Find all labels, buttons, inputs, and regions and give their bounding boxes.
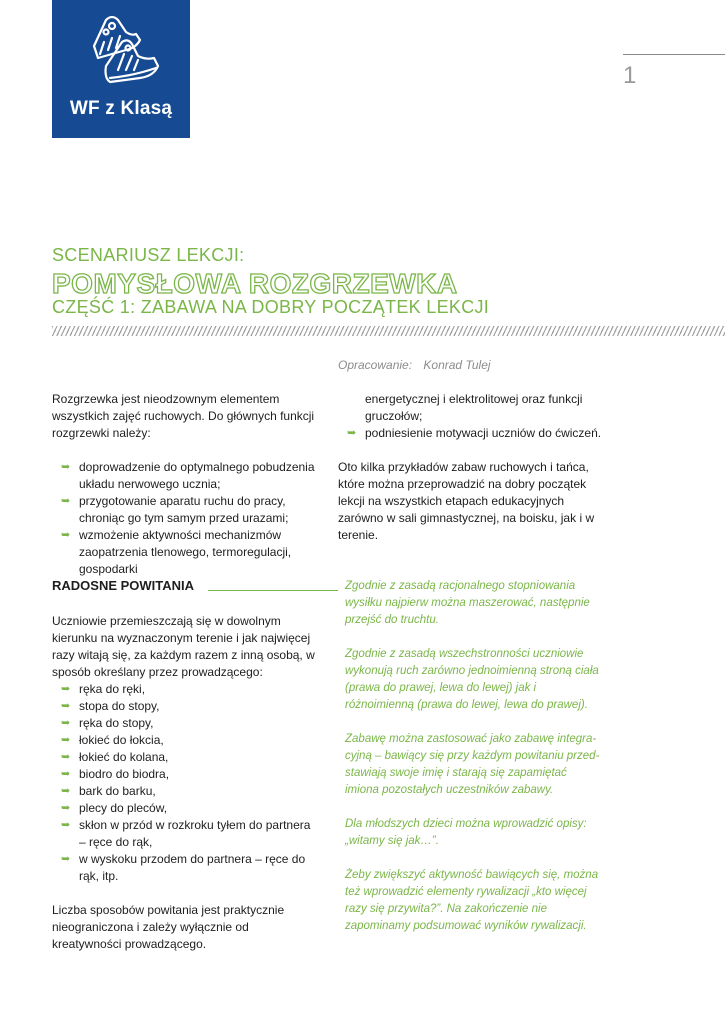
hatched-divider [52,326,725,336]
list-item: ➥ skłon w przód w rozkroku tyłem do partnera – ręce do rąk, [52,817,318,851]
title-subtitle: CZĘŚĆ 1: ZABAWA NA DOBRY POCZĄTEK LEKCJI [52,297,490,317]
list-item: ➥ podniesienie motywacji uczniów do ćwiczeń. [338,425,602,442]
list-item: ➥ ręka do stopy, [52,715,318,732]
greetings-closing-paragraph: Liczba sposobów powitania jest praktycznie nieograniczona i zależy wyłącznie od kreatywności prowadzącego. [52,903,285,951]
section-heading: RADOSNE POWITANIA [52,578,195,593]
sneakers-icon [76,6,166,96]
logo-text: WF z Klasą [69,98,173,119]
side-notes [345,578,600,952]
list-item-continuation: energetycznej i elektrolitowej oraz funkcji gruczołów; [365,392,583,423]
list-item: ➥ łokieć do łokcia, [52,732,318,749]
list-item: ➥ w wyskoku przodem do partnera – ręce do rąk, itp. [52,851,318,885]
list-item: ➥ ręka do ręki, [52,681,318,698]
title-kicker: SCENARIUSZ LEKCJI: [52,245,245,265]
side-note: Zgodnie z zasadą racjonalnego stopniowania wysiłku najpierw można maszerować, następnie przejść do truchtu. [345,580,590,626]
list-item: ➥ bark do barku, [52,783,318,800]
logo [52,0,190,138]
functions-list [52,459,318,578]
intro-closing-paragraph: Oto kilka przykładów zabaw ruchowych i tańca, które można przeprowadzić na dobry początek lekcji na wszystkich etapach edukacyjnych zarówno w sali gimnastycznej, na boisku, jak i w terenie. [338,460,595,542]
page-number: 1 [623,62,637,89]
author-name: Konrad Tulej [423,358,491,372]
side-note: Żeby zwiększyć aktywność bawiących się, można też wprowadzić elementy rywalizacji „kto więcej razy się przywita?”. Na zakończenie nie zapominamy podsumować wyników rywalizacji. [345,869,599,932]
list-item: ➥ wzmożenie aktywności mechanizmów zaopatrzenia tlenowego, termoregulacji, gospodarki [52,527,318,578]
functions-list-continued [338,425,602,442]
side-note: Dla młodszych dzieci można wprowadzić opisy: „witamy się jak…”. [345,818,587,847]
side-note: Zabawę można zastosować jako zabawę integracyjną – bawiący się przy każdym powitaniu przedstawiają swoje imię i starają się zapamiętać imiona pozostałych uczestników zabawy. [345,733,600,796]
list-item: ➥ łokieć do kolana, [52,749,318,766]
page-title: POMYSŁOWA ROZGRZEWKA [52,268,458,299]
intro-paragraph: Rozgrzewka jest nieodzownym elementem wszystkich zajęć ruchowych. Do głównych funkcji rozgrzewki należy: [52,392,315,440]
list-item: ➥ stopa do stopy, [52,698,318,715]
author-label: Opracowanie: [338,358,413,372]
list-item: ➥ doprowadzenie do optymalnego pobudzenia układu nerwowego ucznia; [52,459,318,493]
greetings-column [52,613,318,953]
page-number-rule [623,54,725,55]
greetings-paragraph: Uczniowie przemieszczają się w dowolnym kierunku na wyznaczonym terenie i jak najwięcej razy witają się, za każdym razem z inną osobą, w sposób określany przez prowadzącego: [52,614,315,679]
section-heading-rule [208,590,338,591]
list-item: ➥ biodro do biodra, [52,766,318,783]
intro-left-column [52,391,318,578]
list-item: ➥ przygotowanie aparatu ruchu do pracy, chroniąc go tym samym przed urazami; [52,493,318,527]
author-line [338,358,491,372]
list-item: ➥ plecy do pleców, [52,800,318,817]
greetings-list [52,681,318,885]
side-note: Zgodnie z zasadą wszechstronności uczniowie wykonują ruch zarówno jednoimienną stroną ciała (prawa do prawej, lewa do lewej) jak i różnoimienną (prawa do lewej, lewa do prawej). [345,648,599,711]
intro-right-column [338,391,602,544]
